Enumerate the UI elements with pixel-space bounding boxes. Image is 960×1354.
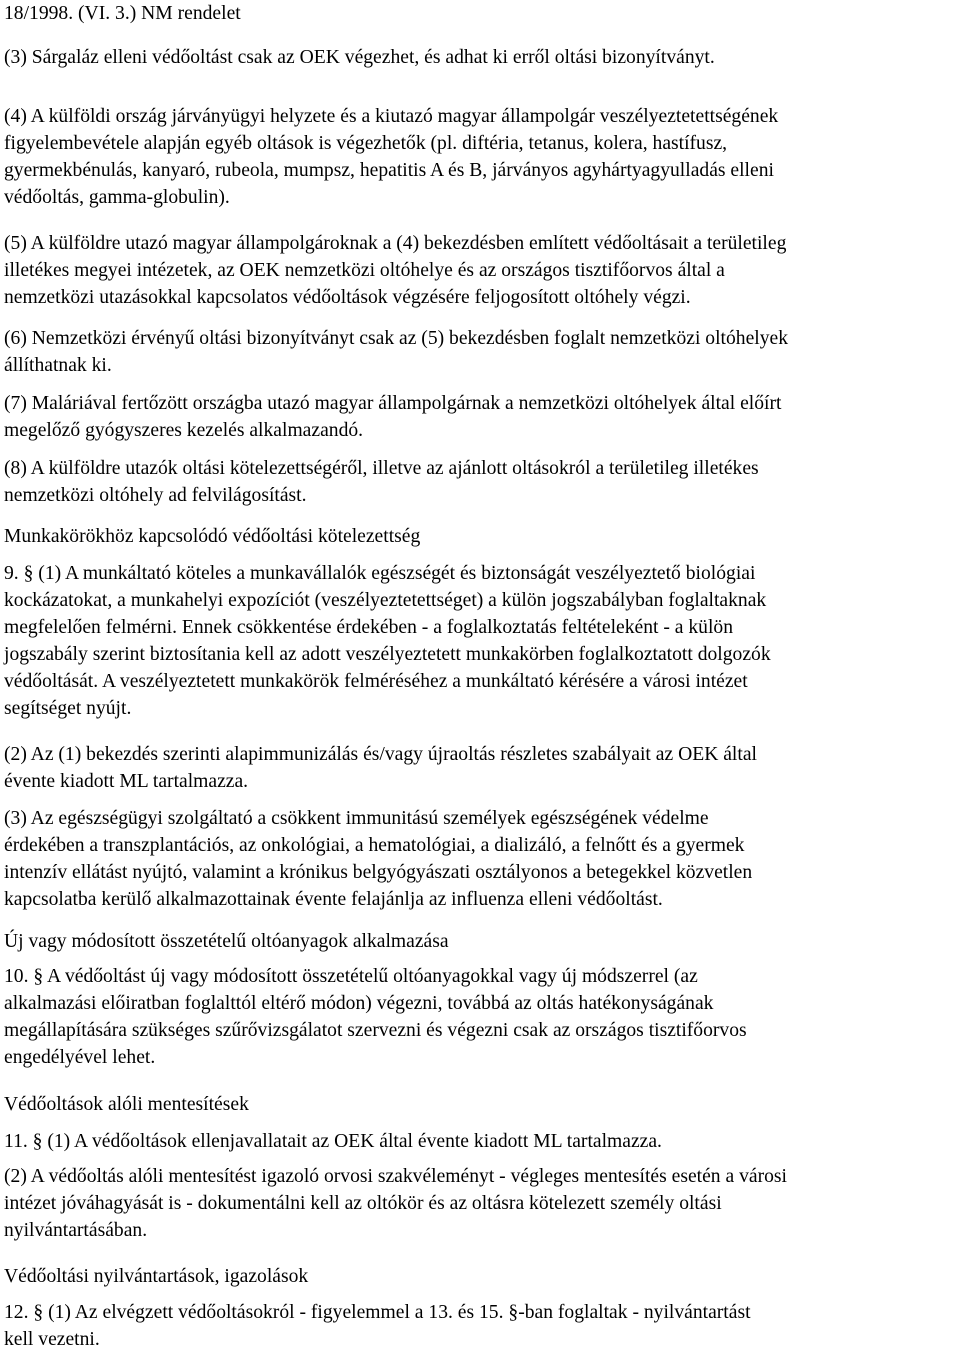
paragraph-line: (3) Sárgaláz elleni védőoltást csak az OEK végezhet, és adhat ki erről oltási bizonyítványt.: [4, 47, 715, 68]
paragraph-line: kapcsolatba kerülő alkalmazottainak évente felajánlja az influenza elleni védőoltást.: [4, 889, 663, 910]
paragraph-line: (8) A külföldre utazók oltási kötelezettségéről, illetve az ajánlott oltásokról a területileg illetékes: [4, 458, 759, 479]
document-header: 18/1998. (VI. 3.) NM rendelet: [4, 3, 241, 24]
paragraph-line: segítséget nyújt.: [4, 698, 132, 719]
paragraph-line: (2) Az (1) bekezdés szerinti alapimmunizálás és/vagy újraoltás részletes szabályait az OEK által: [4, 744, 757, 765]
paragraph-line: megelőző gyógyszeres kezelés alkalmazandó.: [4, 420, 364, 441]
paragraph-line: nemzetközi utazásokkal kapcsolatos védőoltások végzésére feljogosított oltóhely végzi.: [4, 287, 691, 308]
paragraph-line: Védőoltások alóli mentesítések: [4, 1094, 249, 1115]
paragraph-line: (7) Maláriával fertőzött országba utazó magyar állampolgárnak a nemzetközi oltóhelyek által előírt: [4, 393, 782, 414]
paragraph-line: intenzív ellátást nyújtó, valamint a krónikus belgyógyászati osztályonos a betegekkel közvetlen: [4, 862, 753, 883]
paragraph: [4, 1163, 956, 1244]
paragraph-line: (5) A külföldre utazó magyar állampolgároknak a (4) bekezdésben említett védőoltásait a területileg: [4, 233, 787, 254]
paragraph-line: 11. § (1) A védőoltások ellenjavallatait az OEK által évente kiadott ML tartalmazza.: [4, 1131, 662, 1152]
paragraph-line: 9. § (1) A munkáltató köteles a munkavállalók egészségét és biztonságát veszélyeztető biológiai: [4, 563, 756, 584]
paragraph-line: intézet jóváhagyását is - dokumentálni kell az oltókör és az oltásra kötelezett személy oltási: [4, 1193, 722, 1214]
paragraph-line: védőoltás, gamma-globulin).: [4, 187, 230, 208]
paragraph-line: 12. § (1) Az elvégzett védőoltásokról - figyelemmel a 13. és 15. §-ban foglaltak - nyilvántartást: [4, 1302, 751, 1323]
paragraph-line: Védőoltási nyilvántartások, igazolások: [4, 1266, 309, 1287]
paragraph-line: 10. § A védőoltást új vagy módosított összetételű oltóanyagokkal vagy új módszerrel (az: [4, 966, 698, 987]
paragraph-line: jogszabály szerint biztosítania kell az adott veszélyeztetett munkakörben foglalkoztatott dolgozók: [4, 644, 771, 665]
paragraph-line: nyilvántartásában.: [4, 1220, 148, 1241]
paragraph: [4, 1128, 956, 1155]
paragraph-line: Új vagy módosított összetételű oltóanyagok alkalmazása: [4, 931, 449, 952]
paragraph: [4, 103, 956, 211]
paragraph-line: alkalmazási előiratban foglalttól eltérő módon) végezni, továbbá az oltás hatékonyságának: [4, 993, 714, 1014]
paragraph-line: megfelelően felmérni. Ennek csökkentése érdekében - a foglalkoztatás feltételeként - a külön: [4, 617, 733, 638]
paragraph-line: Munkakörökhöz kapcsolódó védőoltási kötelezettség: [4, 526, 421, 547]
paragraph-line: (4) A külföldi ország járványügyi helyzete és a kiutazó magyar állampolgár veszélyeztetettségének: [4, 106, 779, 127]
paragraph-line: megállapítására szükséges szűrővizsgálatot szervezni és végezni csak az országos tisztifőorvos: [4, 1020, 747, 1041]
paragraph-line: nemzetközi oltóhely ad felvilágosítást.: [4, 485, 307, 506]
paragraph: [4, 805, 956, 913]
paragraph-line: figyelembevétele alapján egyéb oltások is végezhetők (pl. diftéria, tetanus, kolera, hastífusz,: [4, 133, 728, 154]
paragraph-line: évente kiadott ML tartalmazza.: [4, 771, 249, 792]
paragraph: [4, 230, 956, 311]
paragraph: [4, 44, 956, 71]
paragraph: [4, 560, 956, 722]
paragraph: [4, 325, 956, 379]
paragraph-line: engedélyével lehet.: [4, 1047, 156, 1068]
paragraph-line: érdekében a transzplantációs, az onkológiai, a hematológiai, a dializáló, a felnőtt és a gyermek: [4, 835, 745, 856]
paragraph: [4, 455, 956, 509]
paragraph-line: kockázatokat, a munkahelyi expozíciót (veszélyeztetettséget) a külön jogszabályban foglaltaknak: [4, 590, 767, 611]
paragraph-line: védőoltását. A veszélyeztetett munkakörök felméréséhez a munkáltató kérésére a városi intézet: [4, 671, 748, 692]
paragraph-line: állíthatnak ki.: [4, 355, 112, 376]
paragraph: [4, 1299, 956, 1353]
paragraph-line: illetékes megyei intézetek, az OEK nemzetközi oltóhelye és az országos tisztifőorvos által a: [4, 260, 725, 281]
paragraph: [4, 390, 956, 444]
paragraph-line: (3) Az egészségügyi szolgáltató a csökkent immunitású személyek egészségének védelme: [4, 808, 709, 829]
paragraph-line: kell vezetni.: [4, 1329, 100, 1350]
paragraph-line: (2) A védőoltás alóli mentesítést igazoló orvosi szakvéleményt - végleges mentesítés esetén a városi: [4, 1166, 787, 1187]
paragraph: [4, 1091, 956, 1118]
paragraph: [4, 741, 956, 795]
paragraph: [4, 1263, 956, 1290]
paragraph-line: (6) Nemzetközi érvényű oltási bizonyítványt csak az (5) bekezdésben foglalt nemzetközi oltóhelyek: [4, 328, 788, 349]
paragraph: [4, 928, 956, 955]
paragraph-line: gyermekbénulás, kanyaró, rubeola, mumpsz, hepatitis A és B, járványos agyhártyagyulladás elleni: [4, 160, 774, 181]
paragraph: [4, 963, 956, 1071]
paragraph: [4, 523, 956, 550]
